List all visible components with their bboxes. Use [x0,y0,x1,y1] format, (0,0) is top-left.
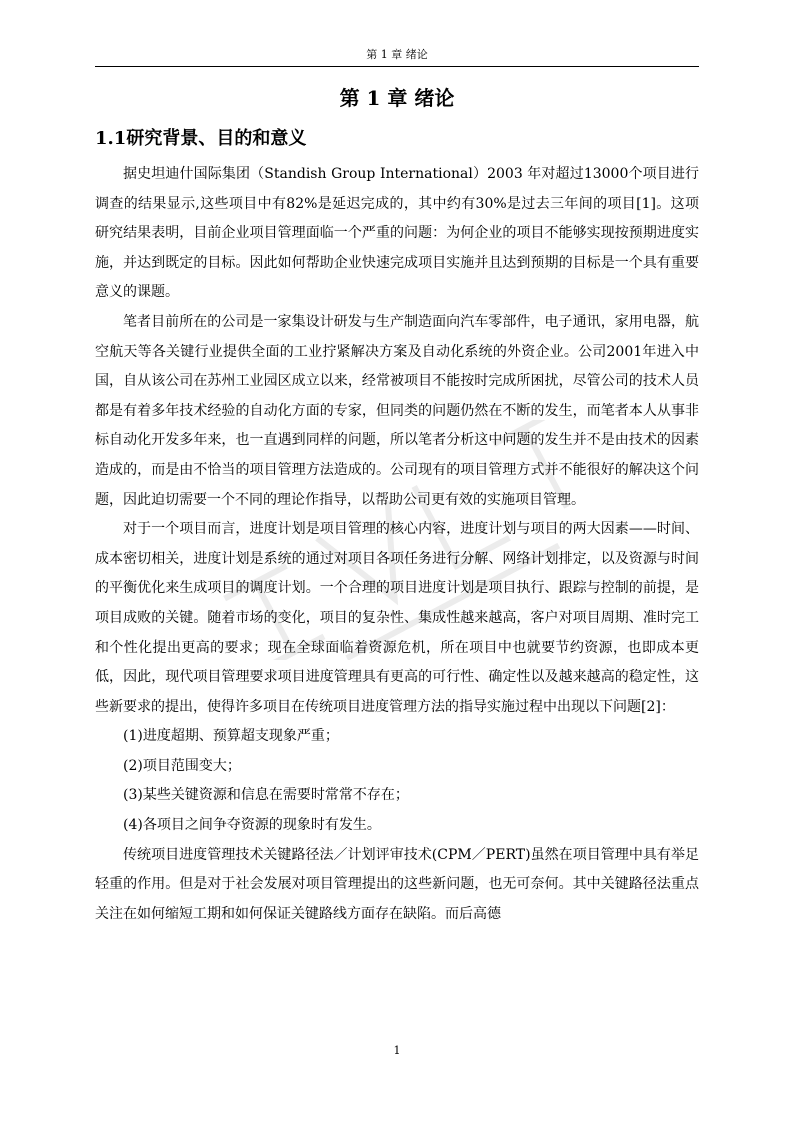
list-item: (1)进度超期、预算超支现象严重； [123,728,339,745]
list-item: (2)项目范围变大； [123,757,241,774]
paragraph: 据史坦迪什国际集团（Standish Group International）2003 年对超过13000个项目进行调查的结果显示,这些项目中有82%是延迟完成的，其中约有30%是过去三年间的项目[1]。这项研究结果表明，目前企业项目管理面临一个严重的问题：为何企业的项目不能够实现按预期进度实施，并达到既定的目标。因此如何帮助企业快速完成项目实施并且达到预期的目标是一个具有重要意义的课题。 [95,166,699,301]
list-item: (4)各项目之间争夺资源的现象时有发生。 [123,817,381,834]
paragraph: 传统项目进度管理技术关键路径法／计划评审技术(CPM／PERT)虽然在项目管理中具有举足轻重的作用。但是对于社会发展对项目管理提出的这些新问题，也无可奈何。其中关键路径法重点关注在如何缩短工期和如何保证关键路线方面存在缺陷。而后高德 [95,846,699,922]
header-rule [95,66,699,67]
section-title: 1.1研究背景、目的和意义 [95,128,307,149]
list-item: (3)某些关键资源和信息在需要时常常不存在； [123,787,409,804]
page-number: 1 [393,1044,401,1057]
body-text [95,160,699,929]
running-header: 第 1 章 绪论 [366,48,428,61]
paragraph: 笔者目前所在的公司是一家集设计研发与生产制造面向汽车零部件，电子通讯，家用电器，航空航天等各关键行业提供全面的工业拧紧解决方案及自动化系统的外资企业。公司2001年进入中国，自从该公司在苏州工业园区成立以来，经常被项目不能按时完成所困扰，尽管公司的技术人员都是有着多年技术经验的自动化方面的专家，但同类的问题仍然在不断的发生，而笔者本人从事非标自动化开发多年来，也一直遇到同样的问题，所以笔者分析这中问题的发生并不是由技术的因素造成的，而是由不恰当的项目管理方法造成的。公司现有的项目管理方式并不能很好的解决这个问题，因此迫切需要一个不同的理论作指导，以帮助公司更有效的实施项目管理。 [95,313,699,508]
paragraph: 对于一个项目而言，进度计划是项目管理的核心内容，进度计划与项目的两大因素——时间、成本密切相关，进度计划是系统的通过对项目各项任务进行分解、网络计划排定，以及资源与时间的平衡优化来生成项目的调度计划。一个合理的项目进度计划是项目执行、跟踪与控制的前提，是项目成败的关键。随着市场的变化，项目的复杂性、集成性越来越高，客户对项目周期、准时完工和个性化提出更高的要求；现在全球面临着资源危机，所在项目中也就要节约资源，也即成本更低，因此，现代项目管理要求项目进度管理具有更高的可行性、确定性以及越来越高的稳定性，这些新要求的提出，使得许多项目在传统项目进度管理方法的指导实施过程中出现以下问题[2]： [95,521,699,715]
chapter-title: 第 1 章 绪论 [339,86,455,110]
